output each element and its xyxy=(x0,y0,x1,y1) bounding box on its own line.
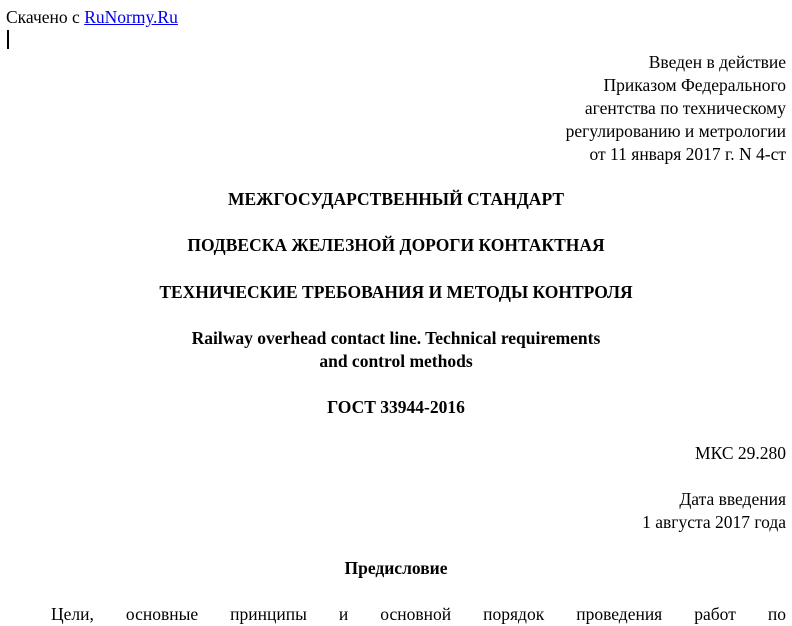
runormy-link[interactable]: RuNormy.Ru xyxy=(84,7,178,27)
mks-code: МКС 29.280 xyxy=(695,443,786,463)
enactment-line: от 11 января 2017 г. N 4-ст xyxy=(589,144,786,164)
standard-name-en-line1: Railway overhead contact line. Technical requirements xyxy=(191,328,601,348)
enactment-line: регулированию и метрологии xyxy=(565,121,786,141)
enactment-line: Введен в действие xyxy=(648,52,786,72)
foreword-first-line: Цели, основные принципы и основной порядок проведения работ по xyxy=(51,604,786,624)
enactment-line: Приказом Федерального xyxy=(603,75,786,95)
standard-code: ГОСТ 33944-2016 xyxy=(327,397,465,417)
standard-subtitle-ru: ТЕХНИЧЕСКИЕ ТРЕБОВАНИЯ И МЕТОДЫ КОНТРОЛЯ xyxy=(159,282,633,302)
introduction-date-value: 1 августа 2017 года xyxy=(642,512,786,532)
foreword-heading: Предисловие xyxy=(344,558,448,578)
introduction-date-label: Дата введения xyxy=(679,489,786,509)
download-source xyxy=(6,6,178,29)
enactment-block xyxy=(566,51,786,166)
text-cursor xyxy=(7,30,9,49)
standard-name-en-line2: and control methods xyxy=(319,351,473,371)
standard-name-ru: ПОДВЕСКА ЖЕЛЕЗНОЙ ДОРОГИ КОНТАКТНАЯ xyxy=(187,235,605,255)
enactment-line: агентства по техническому xyxy=(584,98,786,118)
download-source-prefix: Скачено с xyxy=(6,7,80,27)
introduction-date-block xyxy=(642,488,786,534)
standard-type-heading: МЕЖГОСУДАРСТВЕННЫЙ СТАНДАРТ xyxy=(227,189,565,209)
